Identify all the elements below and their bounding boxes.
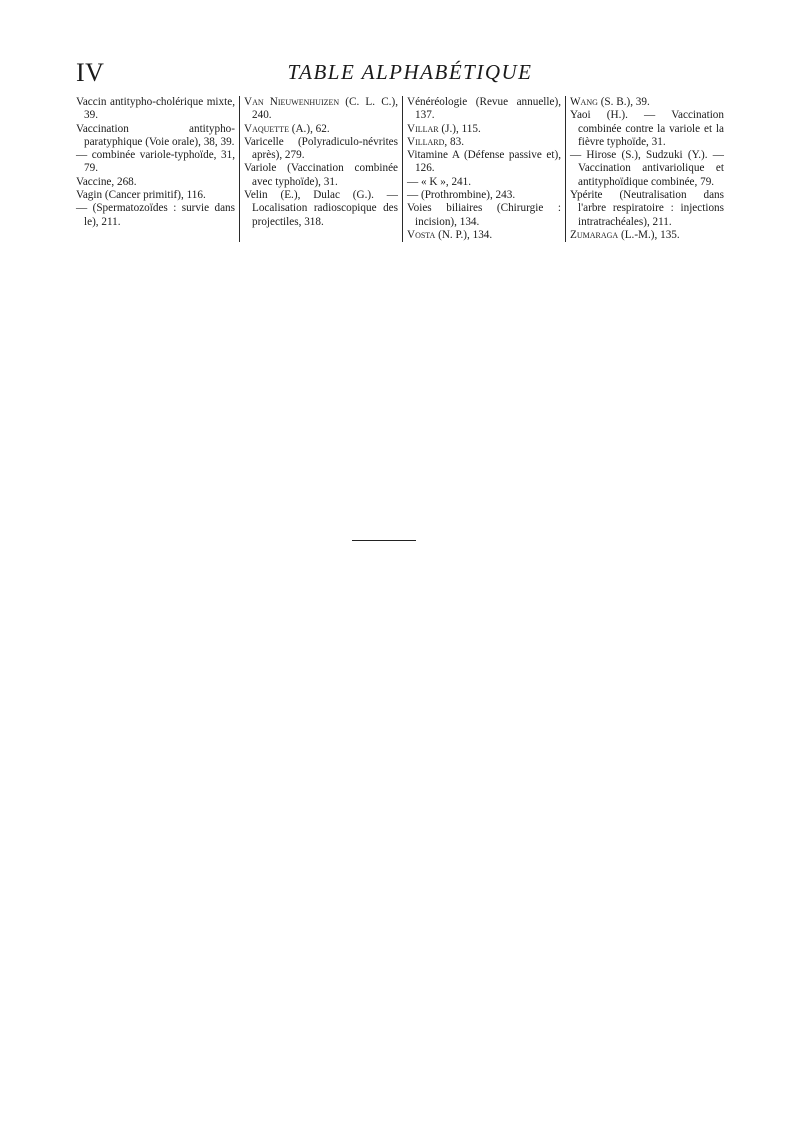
index-entry: Van Nieuwenhuizen (C. L. C.), 240. (244, 96, 398, 122)
index-entry: Vosta (N. P.), 134. (407, 228, 493, 241)
index-entry: Vitamine A (Défense passive et), 126. (407, 149, 561, 175)
index-entry: Vénéréologie (Revue annuelle), 137. (407, 96, 561, 122)
index-column-3 (402, 96, 565, 242)
index-entry: Vaccin antitypho-cholérique mixte, 39. (76, 96, 235, 122)
index-entry: Vagin (Cancer primitif), 116. (76, 189, 206, 202)
page-title: TABLE ALPHABÉTIQUE (287, 60, 533, 84)
index-entry: — (Spermatozoïdes : survie dans le), 211. (76, 202, 235, 228)
page-number: IV (76, 58, 105, 87)
index-table (76, 96, 728, 242)
end-rule-divider (352, 540, 416, 541)
index-entry: Zumaraga (L.-M.), 135. (570, 228, 680, 241)
index-column-1 (76, 96, 239, 242)
index-entry: Velin (E.), Dulac (G.). — Localisation radioscopique des projectiles, 318. (244, 189, 398, 228)
index-entry: Voies biliaires (Chirurgie : incision), 134. (407, 202, 561, 228)
index-entry: — combinée variole-typhoïde, 31, 79. (76, 149, 235, 175)
index-entry: Villard, 83. (407, 135, 464, 148)
index-entry: Varicelle (Polyradiculo-névrites après), 279. (244, 135, 398, 162)
index-entry: Wang (S. B.), 39. (570, 96, 650, 108)
index-entry: Yaoi (H.). — Vaccination combinée contre la variole et la fièvre typhoïde, 31. (570, 109, 724, 148)
index-column-2 (239, 96, 402, 242)
index-entry: Variole (Vaccination combinée avec typhoïde), 31. (244, 162, 398, 188)
index-entry: Villar (J.), 115. (407, 122, 481, 135)
index-entry: Ypérite (Neutralisation dans l'arbre respiratoire : injections intratrachéales), 211. (570, 189, 724, 228)
index-entry: Vaccine, 268. (76, 175, 137, 188)
index-entry: Vaquette (A.), 62. (244, 122, 330, 135)
index-column-4 (565, 96, 728, 242)
index-entry: — Hirose (S.), Sudzuki (Y.). — Vaccination antivariolique et antityphoïdique combinée, 79. (570, 149, 724, 188)
index-entry: — (Prothrombine), 243. (407, 189, 516, 202)
index-entry: — « K », 241. (407, 175, 472, 188)
index-entry: Vaccination antitypho-paratyphique (Voie orale), 38, 39. (76, 122, 235, 148)
